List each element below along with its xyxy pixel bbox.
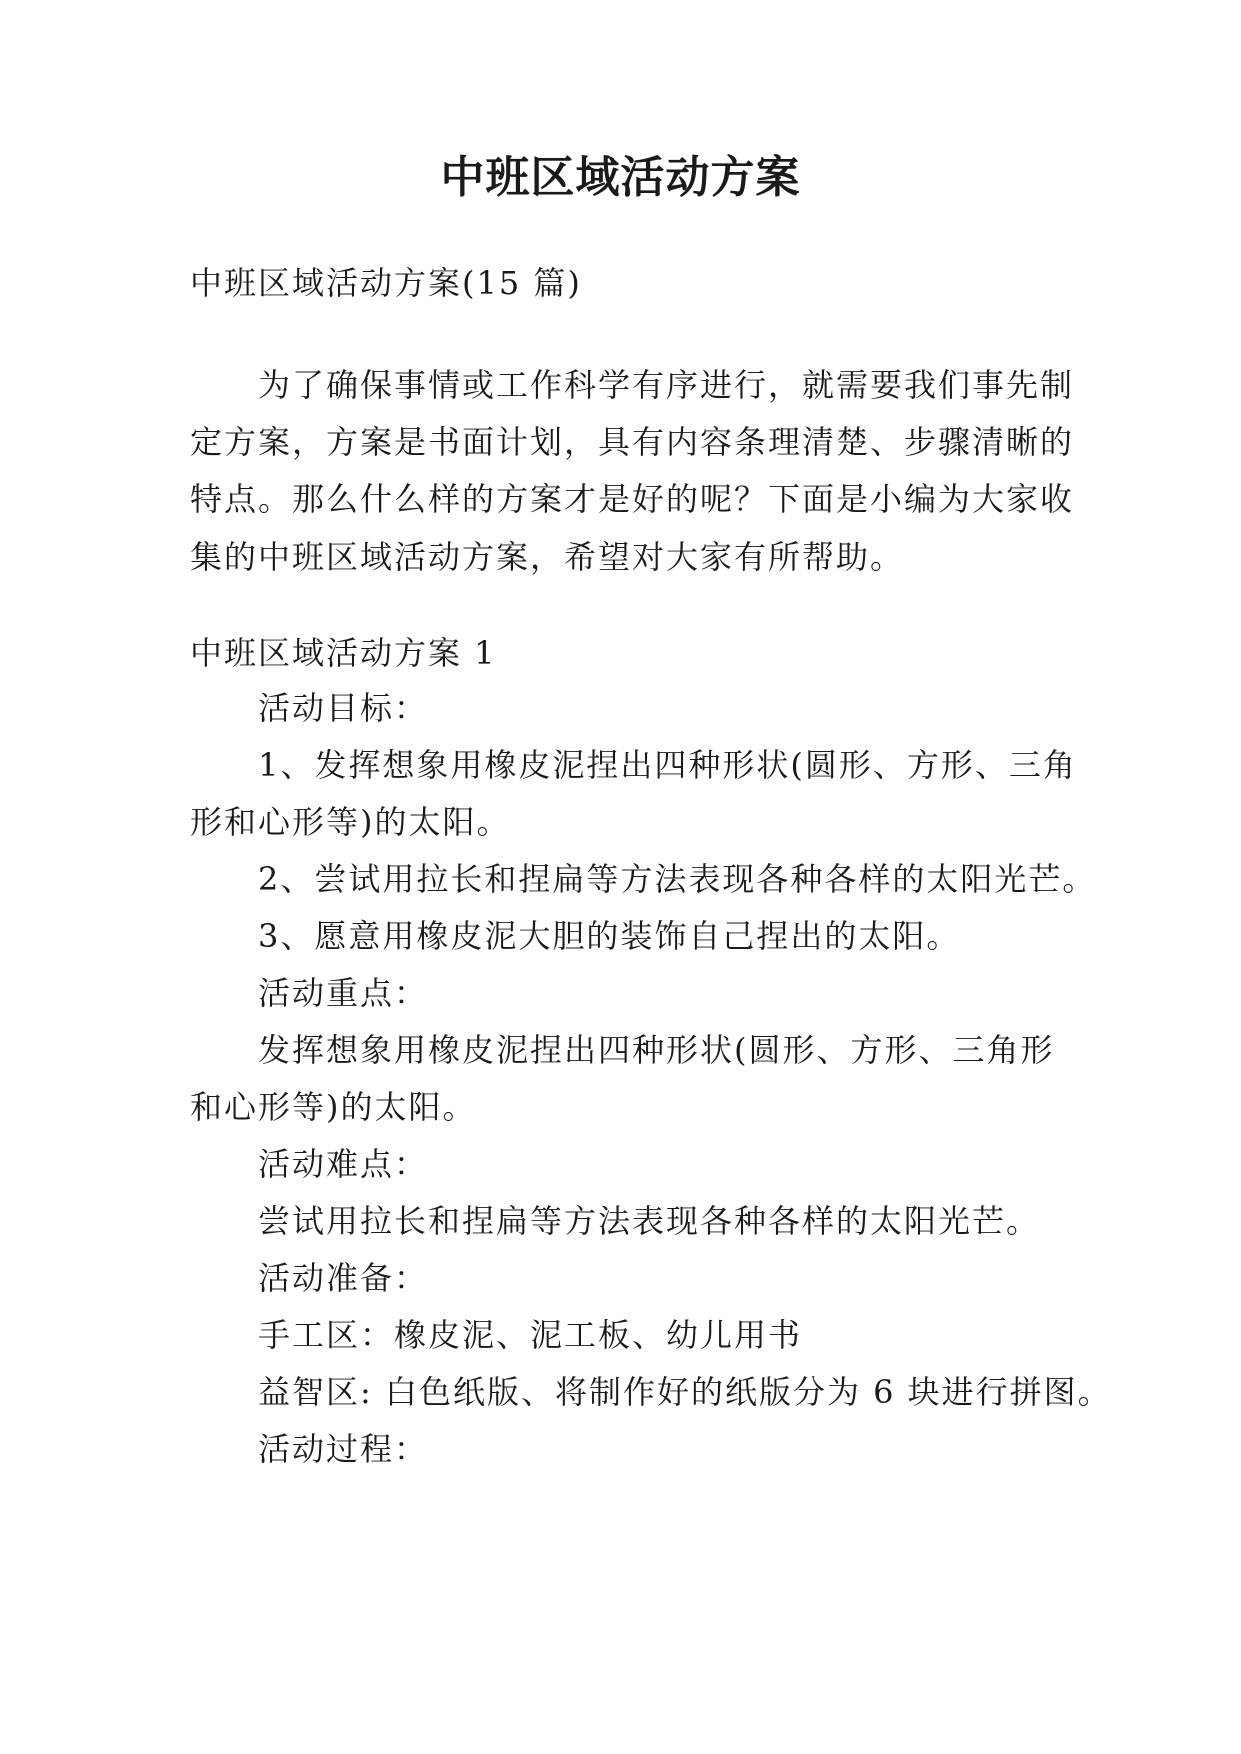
intro-line: 特点。那么什么样的方案才是好的呢？下面是小编为大家收 [190, 480, 1075, 518]
body-line: 活动准备： [258, 1259, 429, 1297]
intro-line: 为了确保事情或工作科学有序进行，就需要我们事先制 [258, 366, 1075, 404]
document-title: 中班区域活动方案 [440, 152, 801, 203]
intro-line: 集的中班区域活动方案，希望对大家有所帮助。 [190, 538, 905, 576]
body-line: 发挥想象用橡皮泥捏出四种形状(圆形、方形、三角形 [258, 1031, 1055, 1069]
body-line: 活动难点： [258, 1145, 429, 1183]
body-line: 益智区: 白色纸版、将制作好的纸版分为 6 块进行拼图。 [258, 1373, 1112, 1411]
intro-line: 定方案，方案是书面计划，具有内容条理清楚、步骤清晰的 [190, 423, 1075, 461]
document-subtitle: 中班区域活动方案(15 篇) [190, 264, 582, 302]
body-line: 活动过程： [258, 1430, 429, 1468]
body-line: 2、尝试用拉长和捏扁等方法表现各种各样的太阳光芒。 [258, 860, 1097, 898]
body-line: 1、发挥想象用橡皮泥捏出四种形状(圆形、方形、三角 [258, 746, 1077, 784]
body-line: 活动目标： [258, 689, 429, 727]
section-heading: 中班区域活动方案 1 [190, 634, 497, 672]
body-line: 活动重点： [258, 974, 429, 1012]
body-line: 形和心形等)的太阳。 [190, 803, 511, 841]
body-line: 尝试用拉长和捏扁等方法表现各种各样的太阳光芒。 [258, 1202, 1041, 1240]
body-line: 手工区：橡皮泥、泥工板、幼儿用书 [258, 1316, 803, 1354]
body-line: 3、愿意用橡皮泥大胆的装饰自己捏出的太阳。 [258, 917, 961, 955]
body-line: 和心形等)的太阳。 [190, 1088, 477, 1126]
